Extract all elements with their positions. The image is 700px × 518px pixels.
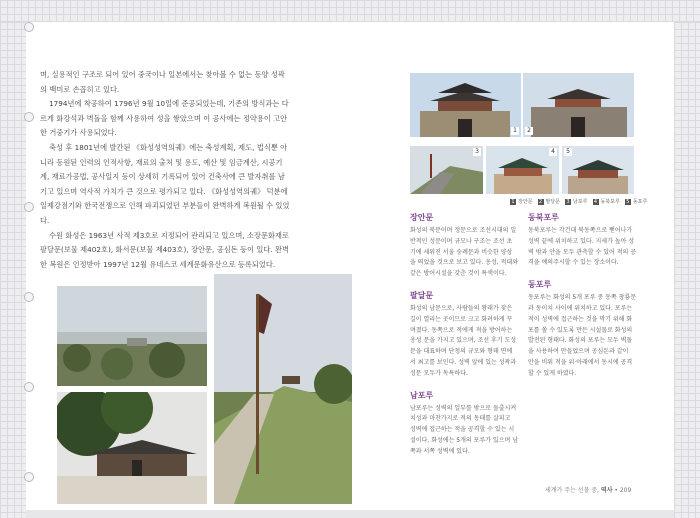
- section-title: 팔달문: [410, 290, 434, 300]
- section-text: 남포루는 성벽의 일부를 밖으로 돌출시켜 치성과 마찬가지로 적의 동태를 살피고 성벽에 접근하는 적을 공격할 수 있는 시설이다. 화성에는 5개의 포루가 있으며 남쪽과 서쪽 성벽에 있다.: [410, 404, 518, 455]
- paragraph: 축성 후 1801년에 발간된 《화성성역의궤》에는 축성계획, 제도, 법식뿐 아니라 동원된 인력의 인적사항, 재료의 출처 및 용도, 예산 및 임금계산, 시공기계, 재료가공법, 공사일지 등이 상세히 기록되어 있어 건축사에 큰 발자취를 남기고 있으며 역사적 가치가 큰 것으로 평가되고 있다. 《화성성역의궤》 덕분에 일제강점기와 한국전쟁으로 인해 파괴되었던 부분들이 완벽하게 복원될 수 있었다.: [40, 142, 290, 225]
- grid-background-left: [0, 22, 26, 518]
- photo-flag-fortress-wall: [214, 274, 352, 504]
- photo-legend: [510, 198, 647, 205]
- legend-item: 2 팔달문: [538, 198, 560, 205]
- section-title: 동포루: [528, 280, 552, 290]
- caption-column-right: [528, 212, 636, 390]
- photo-dongporu: [562, 146, 634, 194]
- photo-paldalmun: [523, 73, 634, 137]
- binding-ring: [24, 472, 34, 482]
- paragraph: 1794년에 착공하여 1796년 9월 10일에 준공되었는데, 기존의 방식과는 다르게 화강석과 벽돌을 함께 사용하여 성을 쌓았으며 이 공사에는 정약용이 고안한 거중기가 사용되었다.: [40, 99, 289, 138]
- binding-ring: [24, 382, 34, 392]
- section-text: 동포루는 화성의 5개 포루 중 동쪽 창룡문과 동이치 사이에 위치하고 있다. 포루는 적이 성벽에 접근하는 것을 막기 위해 화포를 쏠 수 있도록 만든 시설물로 화성의 발전된 형태다. 화성의 포루는 모두 벽돌을 사용하여 만들었으며 공심돈과 같이 안을 비워 적을 위·아래에서 동시에 공격할 수 있게 하였다.: [528, 294, 636, 377]
- photo-janganmun: [410, 73, 521, 137]
- photo-city-view: [57, 286, 207, 386]
- page-footer: 세계가 주는 선물 중, 역사 • 209: [545, 487, 632, 494]
- section-title: 장안문: [410, 213, 434, 222]
- photo-number: 3: [473, 148, 481, 156]
- photo-gate-trees: [57, 392, 207, 504]
- section-text: 화성의 북문이며 정문으로 조선시대의 일반적인 성문이며 규모나 구조는 조선 초기에 세워진 서울 숭례문과 비슷한 양상을 띄었을 것으로 보고 있다. 옹성, 적대와 같은 방어시설을 갖춘 것이 특색이다.: [410, 227, 518, 278]
- main-body-text: [40, 68, 290, 272]
- section-title: 남포루: [410, 390, 434, 400]
- paragraph: 며, 실용적인 구조로 되어 있어 중국이나 일본에서는 찾아볼 수 없는 동양 성곽의 백미로 손꼽히고 있다.: [40, 70, 285, 94]
- legend-item: 1 장안문: [511, 198, 533, 205]
- section-text: 화성의 남문으로, 사람들의 왕래가 잦은 길이 열리는 곳이므로 크고 화려하게 꾸며졌다. 동쪽으로 적에게 적을 방어하는 옹성 문을 가지고 있으며, 조선 후기 도성 문을 대표하며 단청의 규모와 형태 면에서 최고를 보인다. 성벽 앞에 있는 성곽과 성문 모두가 독특하다.: [410, 304, 517, 377]
- photo-number: 4: [549, 148, 557, 156]
- legend-item: 3 남포루: [566, 198, 588, 205]
- page-number: 209: [619, 487, 632, 494]
- grid-background-right: [674, 22, 700, 518]
- photo-number: 2: [525, 127, 533, 135]
- legend-item: 4 동북포루: [593, 198, 620, 205]
- photo-number: 5: [564, 148, 572, 156]
- binding-ring: [24, 22, 34, 32]
- photo-nampo: [410, 146, 483, 194]
- grid-background-top: [0, 0, 700, 22]
- binding-ring: [24, 112, 34, 122]
- legend-item: 5 동포루: [626, 198, 648, 205]
- section-text: 동북포루는 각건대 북동쪽으로 뻗어나가 성벽 끝에 위치하고 있다. 지세가 높아 성벽 밖과 안을 모두 관측할 수 있어 적의 공격을 예의주시할 수 있는 장소이다.: [528, 227, 636, 267]
- caption-column-left: [410, 212, 518, 468]
- photo-number: 1: [511, 127, 519, 135]
- photo-dongbukporu: [486, 146, 559, 194]
- section-title: 동북포루: [528, 213, 559, 222]
- paragraph: 수원 화성은 1963년 사적 제3호로 지정되어 관리되고 있으며, 소장문화재로 팔달문(보물 제402호), 화서문(보물 제403호), 장안문, 공심돈 등이 있다. 완벽한 복원은 인정받아 1997년 12월 유네스코 세계문화유산으로 등록되었다.: [40, 230, 289, 269]
- binding-ring: [24, 202, 34, 212]
- binding-ring: [24, 292, 34, 302]
